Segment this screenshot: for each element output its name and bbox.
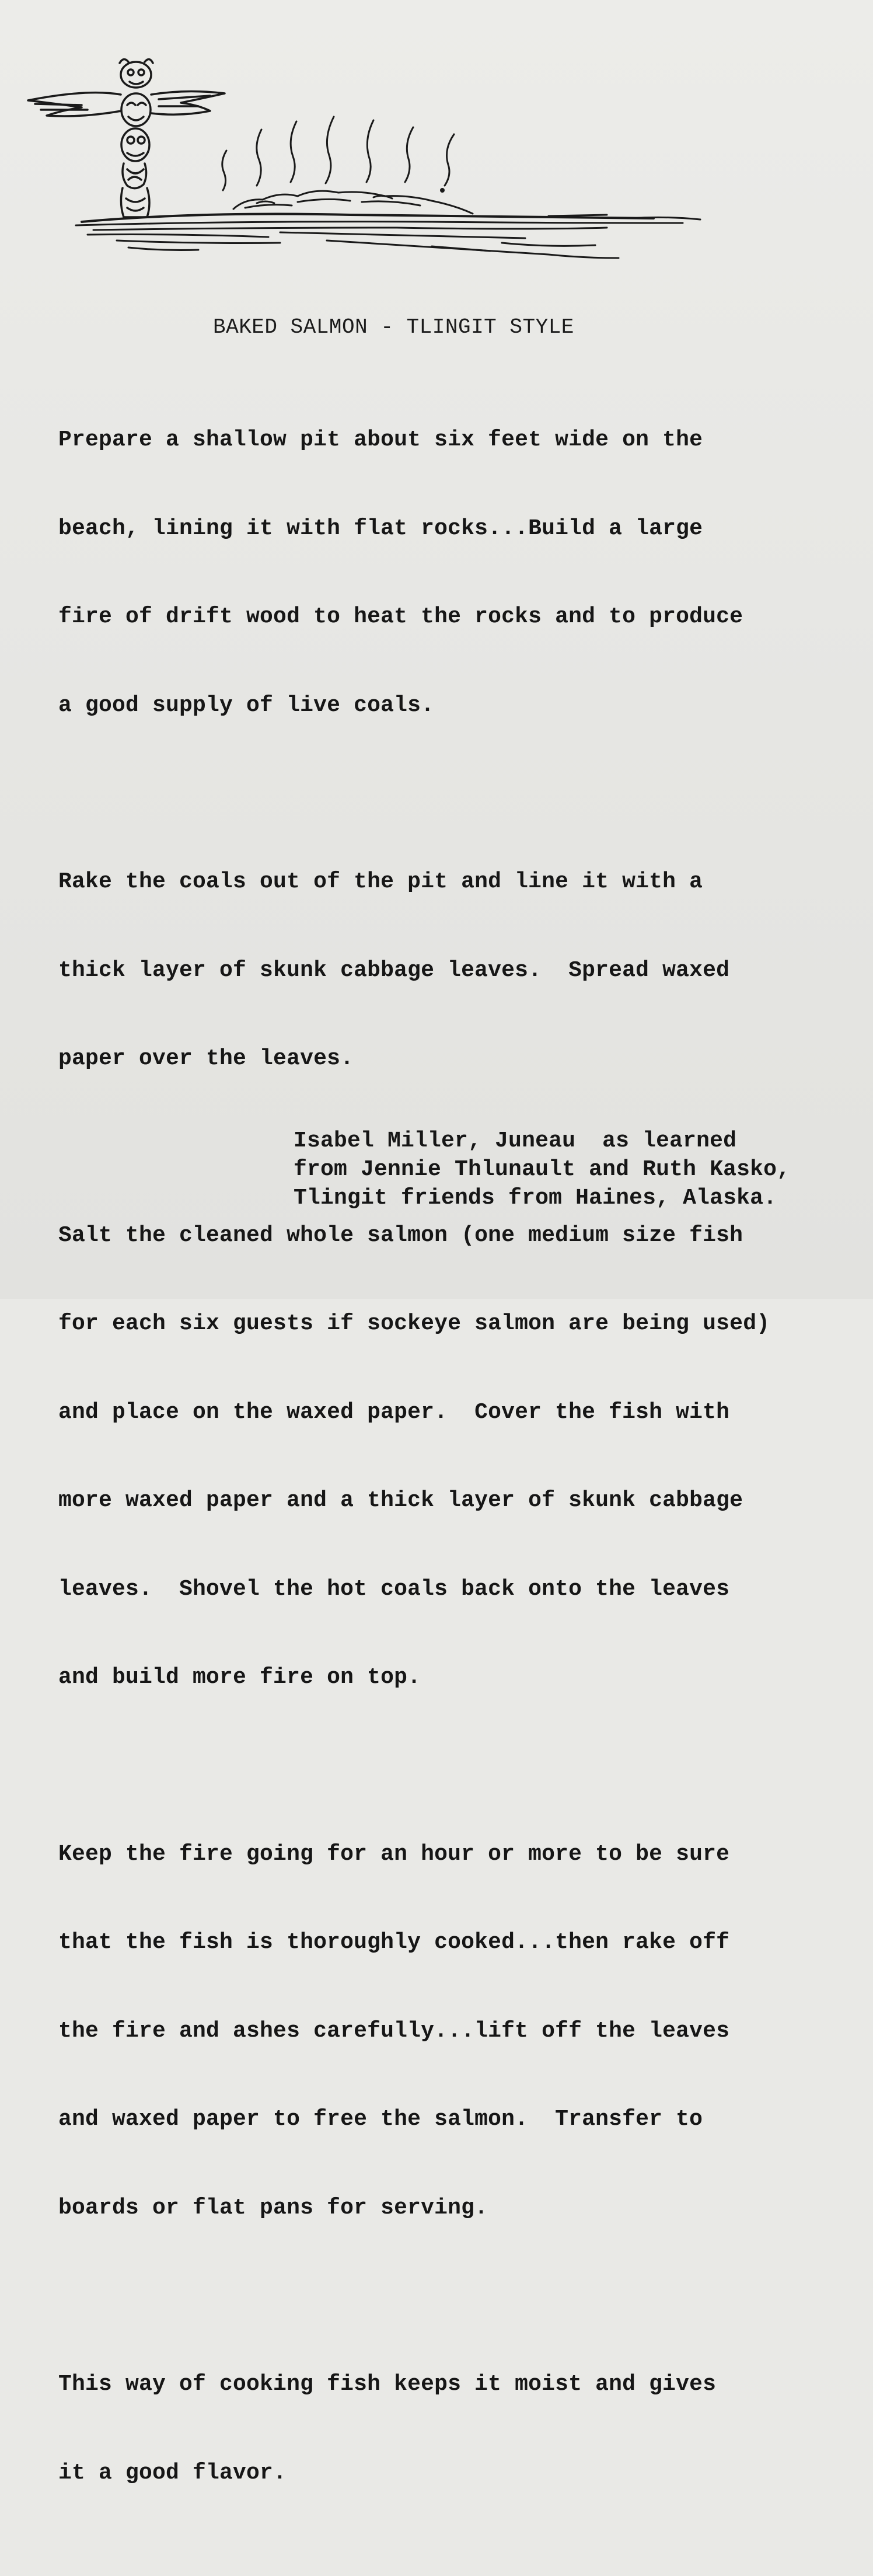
attribution-line: Tlingit friends from Haines, Alaska. — [294, 1186, 777, 1211]
paragraph-line: that the fish is thoroughly cooked...then rake off — [58, 1930, 730, 1955]
paragraph-line: it a good flavor. — [58, 2460, 287, 2486]
header-illustration — [23, 53, 782, 274]
steam-lines-icon — [222, 117, 454, 192]
paragraph-line: Prepare a shallow pit about six feet wide on the — [58, 427, 703, 452]
paragraph-line: more waxed paper and a thick layer of skunk cabbage — [58, 1488, 743, 1513]
beach-pit-icon — [76, 191, 700, 258]
attribution-line: from Jennie Thlunault and Ruth Kasko, — [294, 1157, 791, 1182]
totem-pole-icon — [28, 59, 225, 217]
paragraph-line: This way of cooking fish keeps it moist and gives — [58, 2372, 717, 2397]
paragraph-line: Salt the cleaned whole salmon (one medium size fish — [58, 1222, 743, 1248]
paragraph-line: Rake the coals out of the pit and line it with a — [58, 869, 703, 894]
paragraph-line: and place on the waxed paper. Cover the fish with — [58, 1399, 730, 1425]
paragraph-line: thick layer of skunk cabbage leaves. Spread waxed — [58, 957, 730, 983]
paragraph-line: and build more fire on top. — [58, 1665, 421, 1690]
recipe-attribution — [294, 1127, 790, 1212]
instruction-paragraph — [58, 808, 834, 1133]
paragraph-line: Keep the fire going for an hour or more to be sure — [58, 1841, 730, 1867]
paragraph-line: leaves. Shovel the hot coals back onto the leaves — [58, 1576, 730, 1602]
paragraph-line: fire of drift wood to heat the rocks and to produce — [58, 604, 743, 629]
attribution-line: Isabel Miller, Juneau as learned — [294, 1128, 737, 1153]
recipe-instructions — [58, 367, 834, 2576]
recipe-title: BAKED SALMON - TLINGIT STYLE — [213, 315, 574, 339]
instruction-paragraph — [58, 1162, 834, 1752]
instruction-paragraph — [58, 367, 834, 779]
paragraph-line: a good supply of live coals. — [58, 692, 435, 718]
paragraph-line: the fire and ashes carefully...lift off the leaves — [58, 2018, 730, 2044]
paragraph-line: for each six guests if sockeye salmon are being used) — [58, 1311, 770, 1336]
paragraph-line: boards or flat pans for serving. — [58, 2195, 488, 2221]
paragraph-line: and waxed paper to free the salmon. Transfer to — [58, 2107, 703, 2132]
paragraph-line: paper over the leaves. — [58, 1046, 354, 1071]
instruction-paragraph — [58, 1781, 834, 2282]
paragraph-line: beach, lining it with flat rocks...Build a large — [58, 515, 703, 541]
instruction-paragraph — [58, 2311, 834, 2547]
